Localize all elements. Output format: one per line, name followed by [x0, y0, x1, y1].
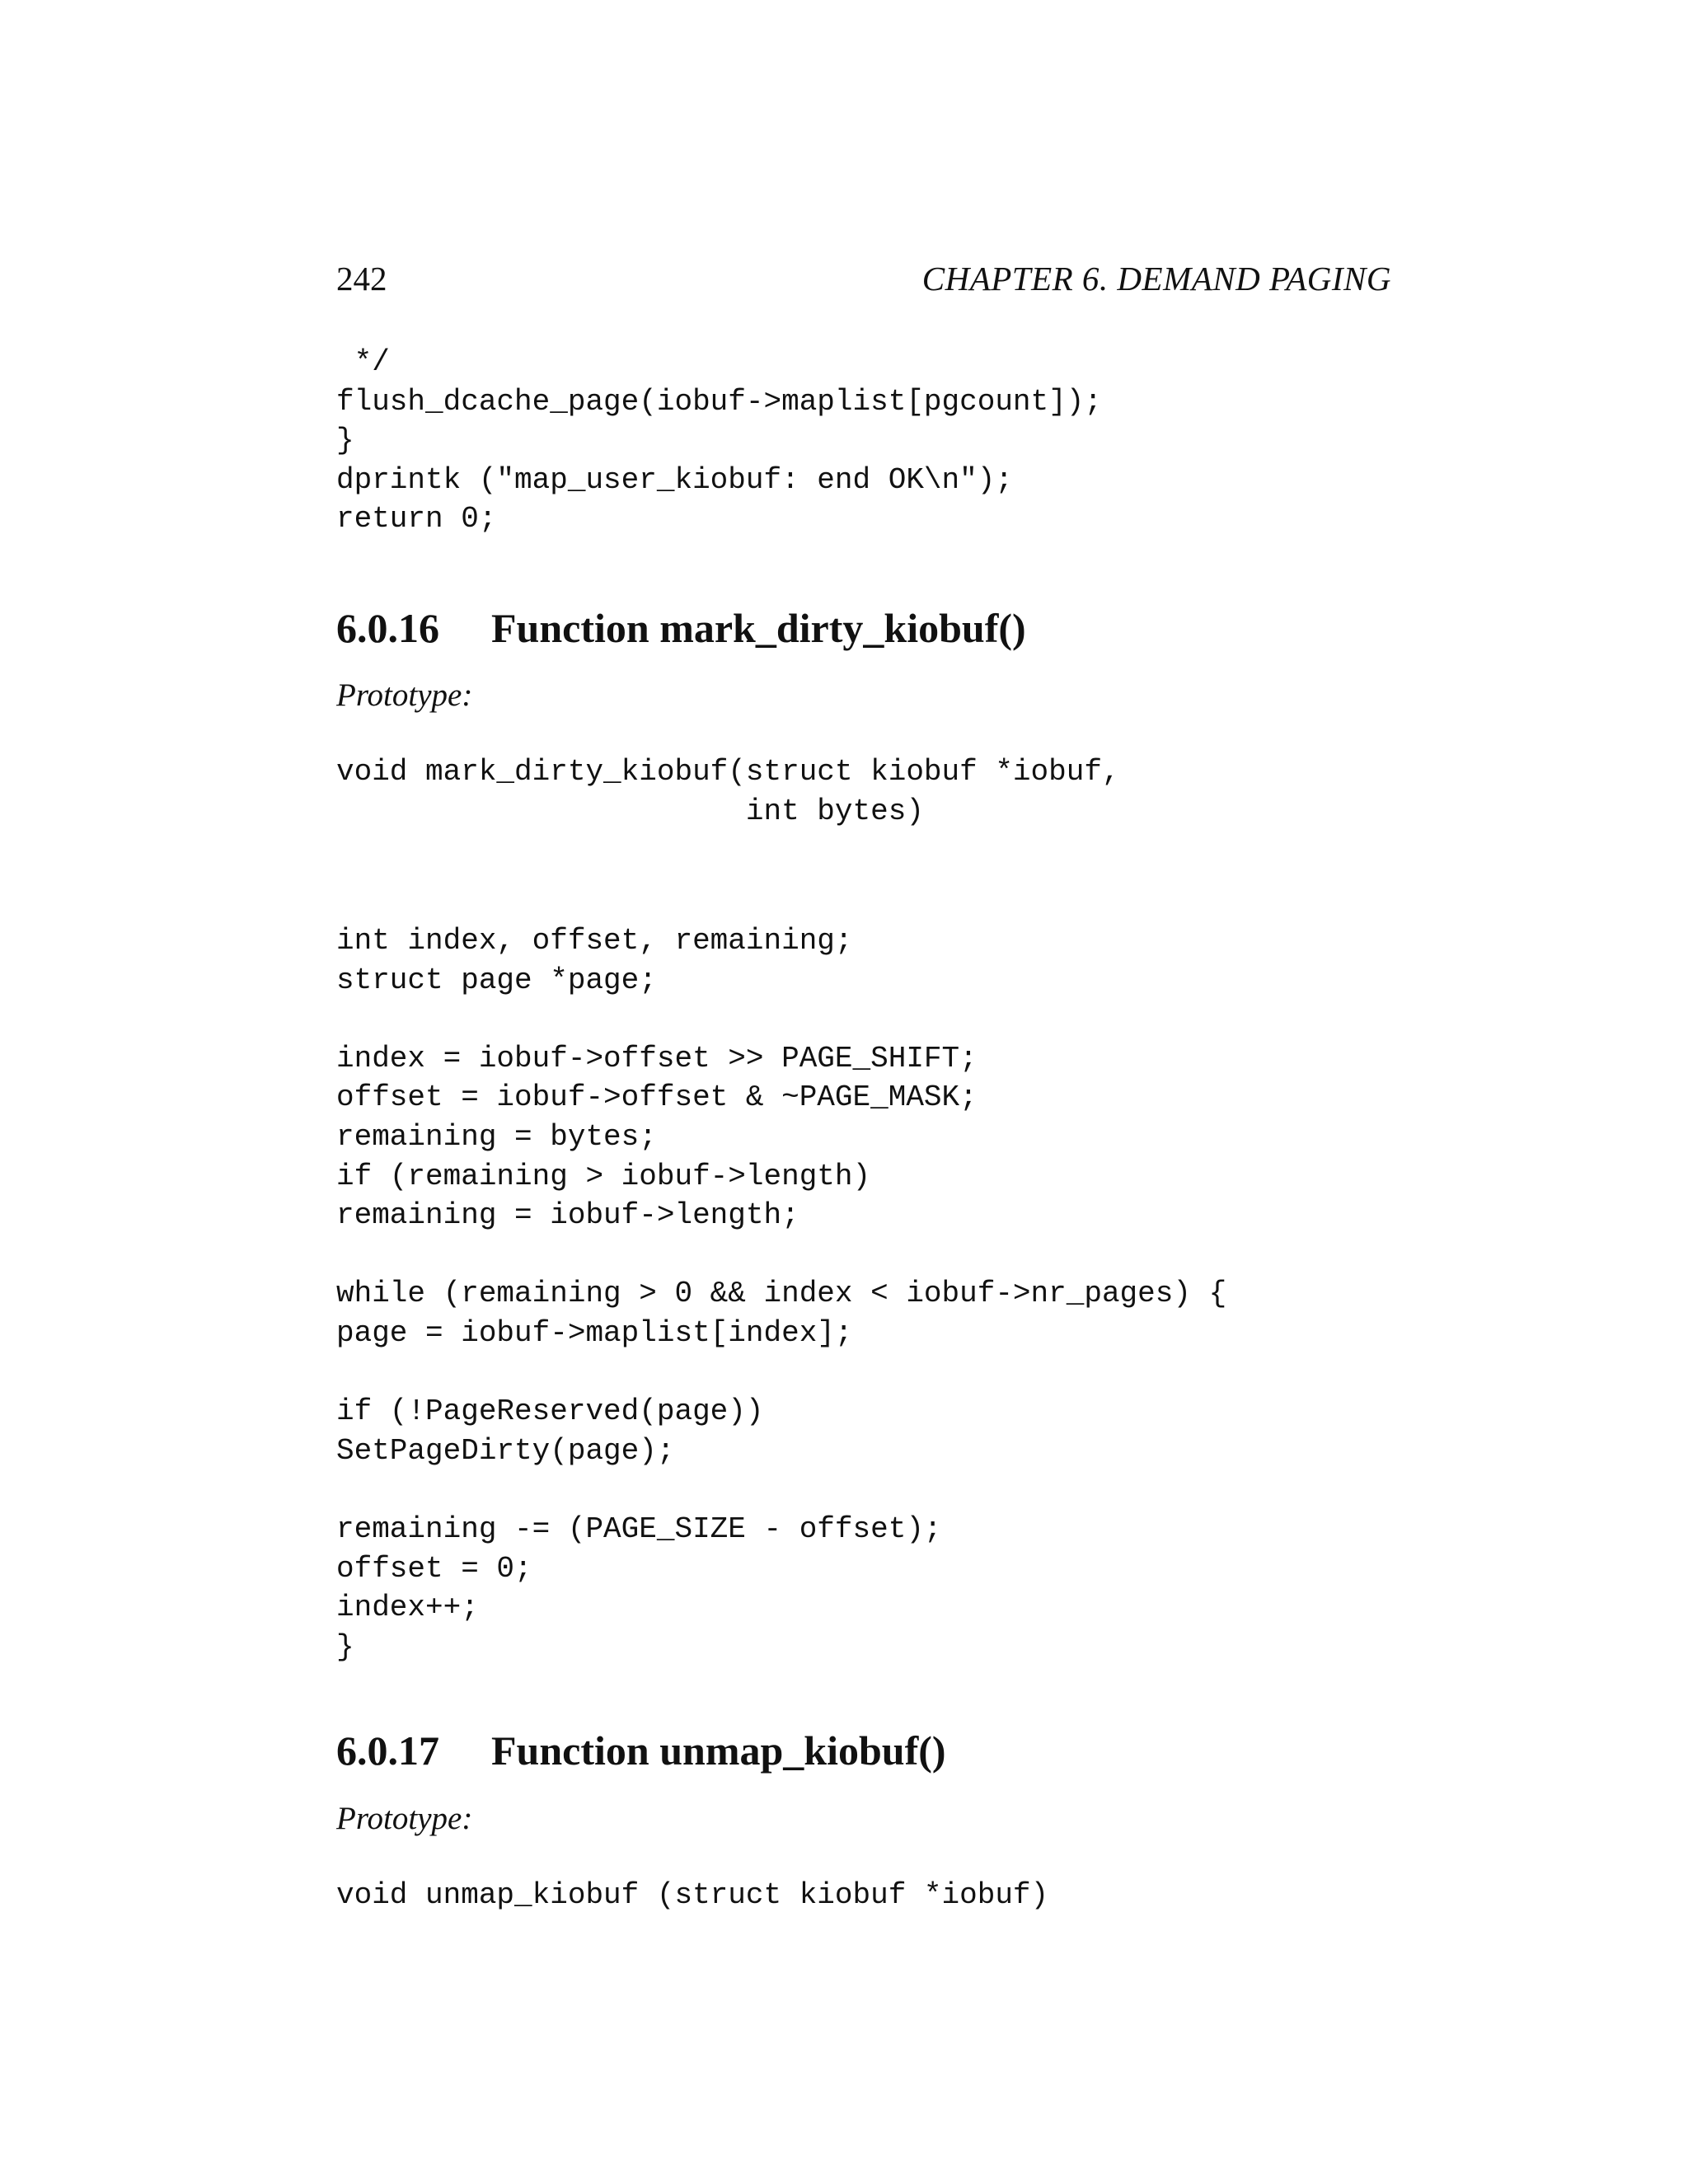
code-line: page = iobuf->maplist[index]; [336, 1315, 853, 1350]
code-line: void mark_dirty_kiobuf(struct kiobuf *iobuf, [336, 755, 1120, 789]
running-head [336, 254, 1391, 303]
code-line: int bytes) [336, 794, 924, 828]
code-line: int index, offset, remaining; [336, 924, 853, 958]
code-line: index = iobuf->offset >> PAGE_SHIFT; [336, 1041, 978, 1076]
code-line: if (remaining > iobuf->length) [336, 1159, 871, 1193]
code-block-mark-dirty-body [336, 921, 1226, 1666]
code-line: void unmap_kiobuf (struct kiobuf *iobuf) [336, 1878, 1049, 1912]
page-number: 242 [336, 260, 387, 298]
section-title: Function mark_dirty_kiobuf() [491, 605, 1026, 651]
section-number: 6.0.17 [336, 1727, 439, 1774]
code-line: index++; [336, 1591, 479, 1625]
code-line: offset = iobuf->offset & ~PAGE_MASK; [336, 1080, 978, 1115]
code-line: } [336, 1629, 354, 1664]
code-block-prototype-mark-dirty [336, 752, 1120, 831]
section-number: 6.0.16 [336, 605, 439, 651]
code-line [336, 1470, 1226, 1510]
section-heading-mark-dirty-kiobuf [336, 602, 1026, 654]
code-line: remaining -= (PAGE_SIZE - offset); [336, 1511, 942, 1546]
code-line [336, 1353, 1226, 1393]
code-line: flush_dcache_page(iobuf->maplist[pgcount]); [336, 384, 1102, 419]
code-line: offset = 0; [336, 1551, 532, 1586]
code-line [336, 1000, 1226, 1039]
code-line: if (!PageReserved(page)) [336, 1394, 764, 1429]
code-line: dprintk ("map_user_kiobuf: end OK\n"); [336, 462, 1013, 497]
section-title: Function unmap_kiobuf() [491, 1727, 946, 1774]
code-line: } [336, 424, 354, 458]
code-line: remaining = bytes; [336, 1119, 657, 1154]
code-line: struct page *page; [336, 963, 657, 997]
code-block-continuation [336, 343, 1102, 539]
prototype-label: Prototype: [336, 1801, 473, 1836]
code-line: return 0; [336, 502, 497, 537]
code-block-prototype-unmap [336, 1876, 1048, 1915]
prototype-label: Prototype: [336, 677, 473, 713]
code-line: SetPageDirty(page); [336, 1433, 675, 1468]
code-line [336, 1235, 1226, 1275]
section-heading-unmap-kiobuf [336, 1724, 946, 1777]
chapter-title: CHAPTER 6. DEMAND PAGING [921, 260, 1391, 298]
code-line: */ [336, 345, 390, 379]
code-line: remaining = iobuf->length; [336, 1198, 799, 1233]
code-line: while (remaining > 0 && index < iobuf->nr_pages) { [336, 1277, 1227, 1311]
